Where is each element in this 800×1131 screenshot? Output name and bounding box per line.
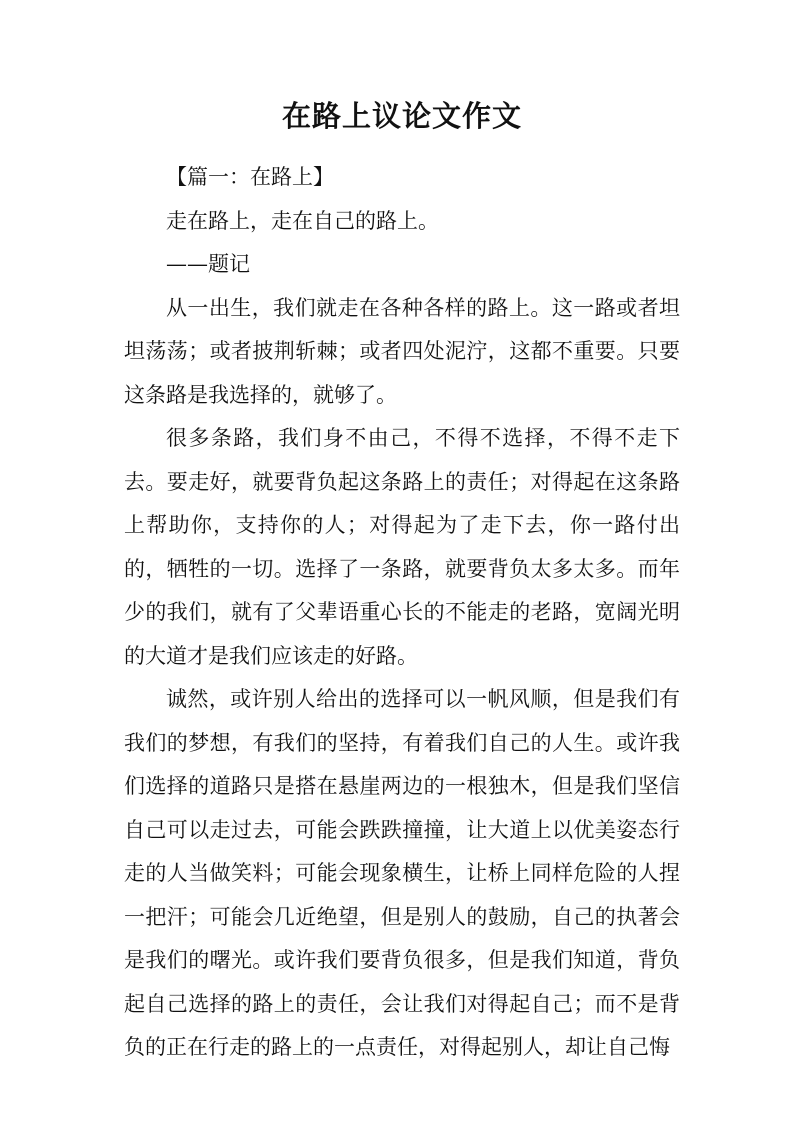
paragraph-3: 诚然，或许别人给出的选择可以一帆风顺，但是我们有我们的梦想，有我们的坚持，有着我们自己的人生。或许我们选择的道路只是搭在悬崖两边的一根独木，但是我们坚信自己可以走过去，可能会跌跌撞撞，让大道上以优美姿态行走的人当做笑料；可能会现象横生，让桥上同样危险的人捏一把汗；可能会几近绝望，但是别人的鼓励，自己的执著会是我们的曙光。或许我们要背负很多，但是我们知道，背负起自己选择的路上的责任，会让我们对得起自己；而不是背负的正在行走的路上的一点责任，对得起别人，却让自己悔	[124, 687, 680, 1059]
paragraph-1: 从一出生，我们就走在各种各样的路上。这一路或者坦坦荡荡；或者披荆斩棘；或者四处泥泞，这都不重要。只要这条路是我选择的，就够了。	[124, 295, 680, 407]
document-title: 在路上议论文作文	[281, 99, 522, 133]
epigraph: 走在路上，走在自己的路上。	[166, 208, 439, 233]
epigraph-attribution: ——题记	[166, 252, 250, 276]
paragraph-2: 很多条路，我们身不由己，不得不选择，不得不走下去。要走好，就要背负起这条路上的责任；对得起在这条路上帮助你，支持你的人；对得起为了走下去，你一路付出的，牺牲的一切。选择了一条路，就要背负太多太多。而年少的我们，就有了父辈语重心长的不能走的老路，宽阔光明的大道才是我们应该走的好路。	[124, 426, 680, 668]
section-heading: 【篇一：在路上】	[166, 165, 334, 189]
